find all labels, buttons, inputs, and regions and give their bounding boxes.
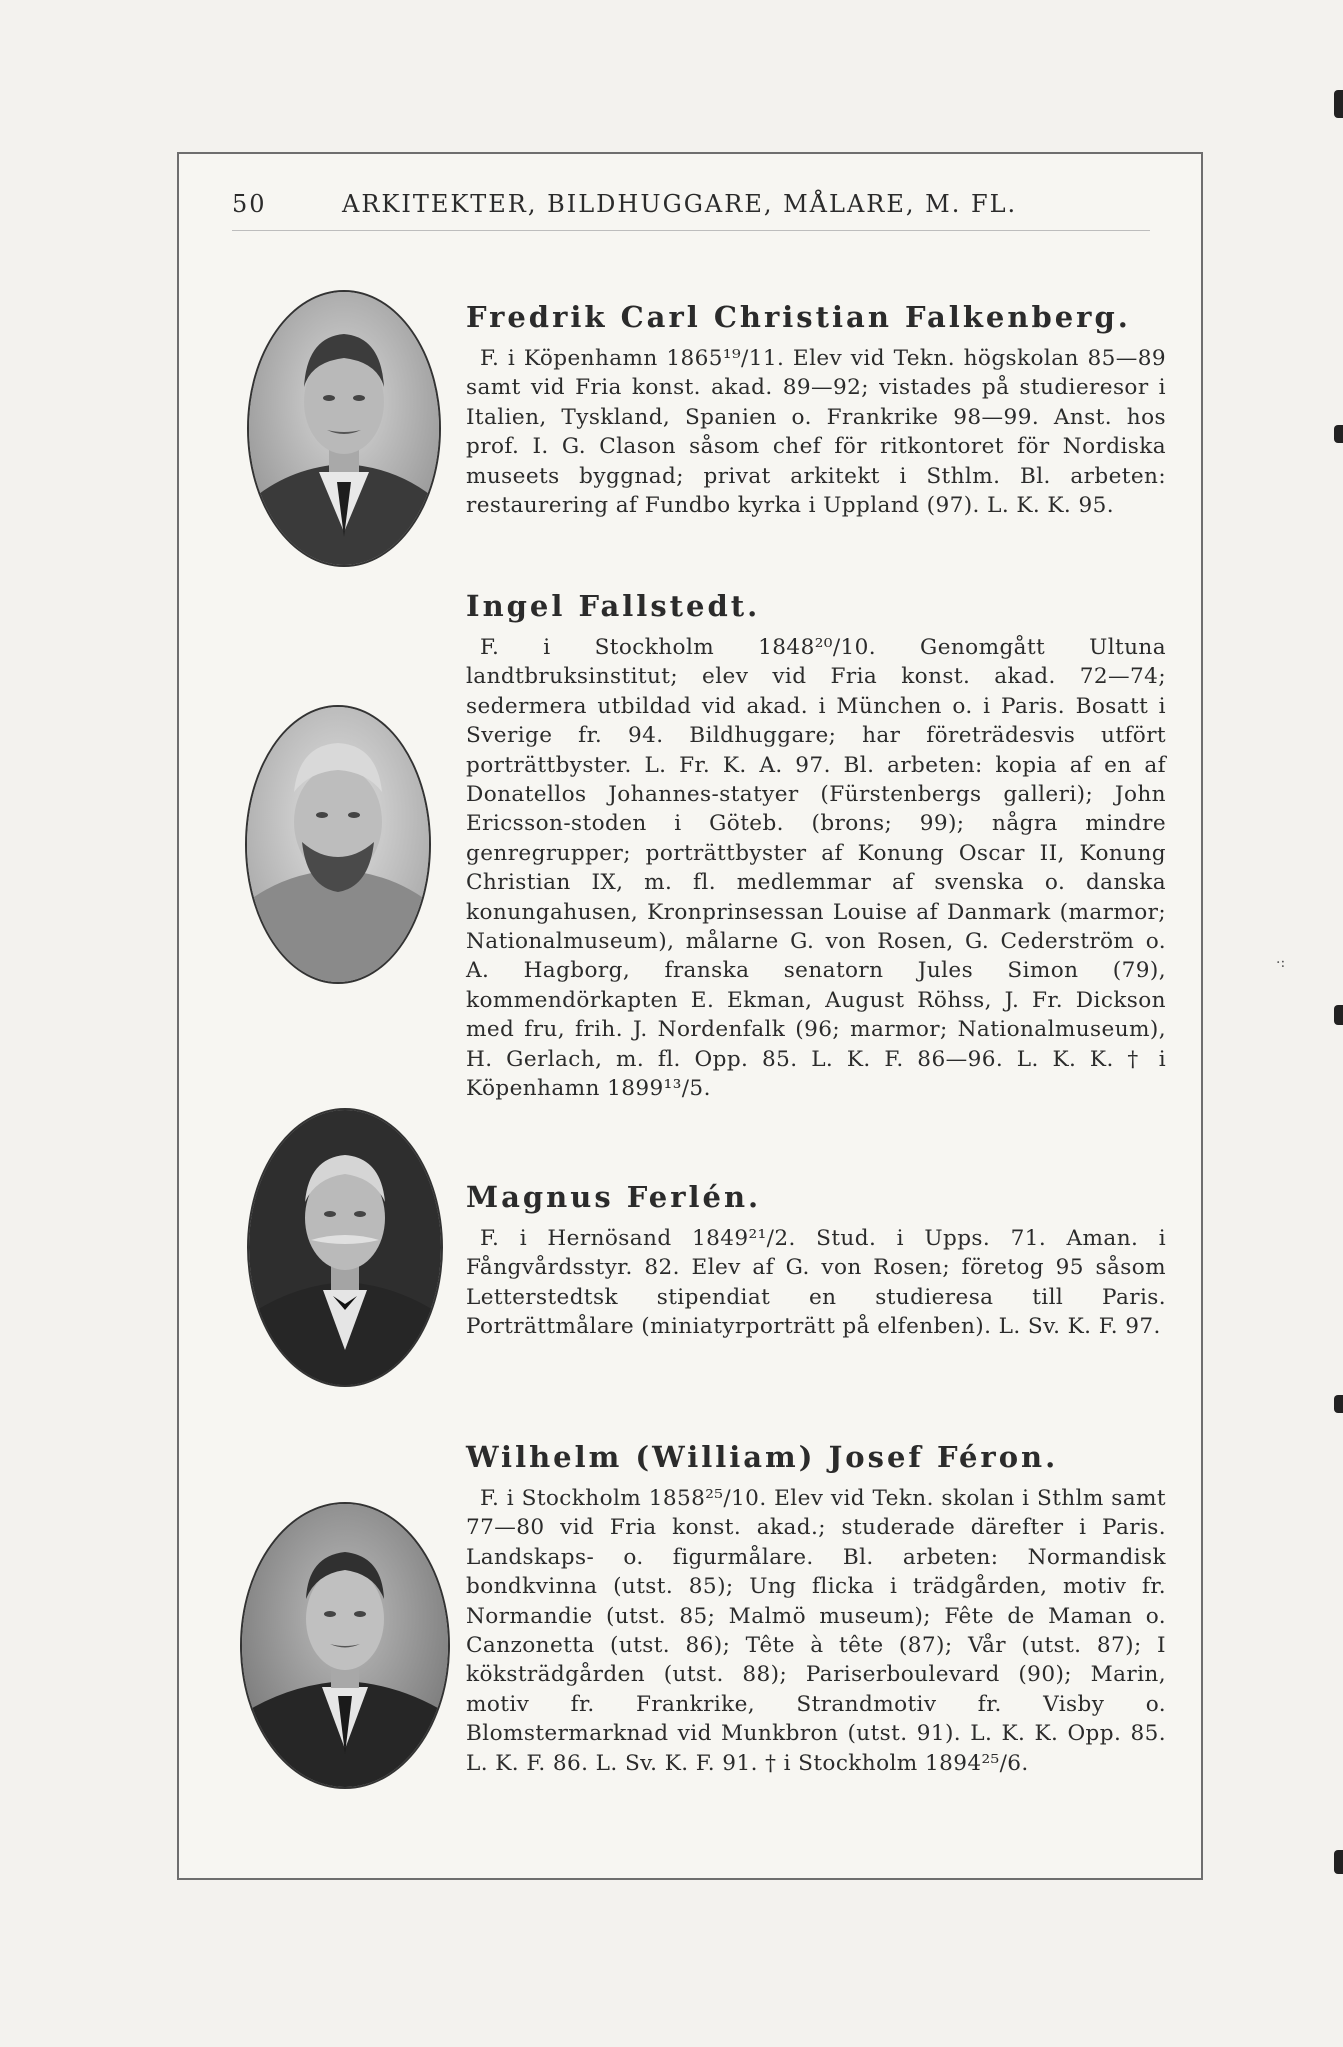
entry-name: Fredrik Carl Christian Falkenberg. <box>466 300 1131 334</box>
portrait-ferlen <box>247 1108 443 1387</box>
entry-falkenberg <box>466 298 1166 520</box>
entry-fallstedt <box>466 587 1166 1104</box>
edge-mark <box>1334 1005 1343 1025</box>
entry-text: F. i Köpenhamn 1865¹⁹/11. Elev vid Tekn. högskolan 85—89 samt vid Fria konst. akad. 89—92; vistades på studieresor i Italien, Tyskland, Spanien o. Frankrike 98—99. Anst. hos prof. I. G. Clason såsom chef för ritkontoret för Nordiska museets byggnad; privat arkitekt i Sthlm. Bl. arbeten: restaurering af Fundbo kyrka i Uppland (97). L. K. K. 95. <box>466 346 1166 519</box>
entry-name: Ingel Fallstedt. <box>466 589 761 623</box>
entry-text: F. i Stockholm 1848²⁰/10. Genomgått Ultuna landtbruksinstitut; elev vid Fria konst. akad. 72—74; sedermera utbildad vid akad. i München o. i Paris. Bosatt i Sverige fr. 94. Bildhuggare; har företrädesvis utfört porträttbyster. L. Fr. K. A. 97. Bl. arbeten: kopia af en af Donatellos Johannes-statyer (Fürstenbergs galleri); John Ericsson-stoden i Göteb. (brons; 99); några mindre genregrupper; porträttbyster af Konung Oscar II, Konung Christian IX, m. fl. medlemmar af svenska o. danska konungahusen, Kronprinsessan Louise af Danmark (marmor; Nationalmuseum), målarne G. von Rosen, G. Cederström o. A. Hagborg, franska senatorn Jules Simon (79), kommendörkapten E. Ekman, August Röhss, J. Fr. Dickson med fru, frih. J. Nordenfalk (96; marmor; Nationalmuseum), H. Gerlach, m. fl. Opp. 85. L. K. F. 86—96. L. K. K. † i Köpenhamn 1899¹³/5. <box>466 635 1166 1102</box>
speck-mark: ·: <box>1276 955 1286 971</box>
portrait-falkenberg <box>247 290 441 567</box>
portrait-fallstedt <box>245 705 431 984</box>
edge-mark <box>1334 1395 1343 1413</box>
entry-feron <box>466 1438 1166 1778</box>
entry-name: Magnus Ferlén. <box>466 1180 762 1214</box>
page-number: 50 <box>232 190 267 218</box>
entry-text: F. i Hernösand 1849²¹/2. Stud. i Upps. 71. Aman. i Fångvårdsstyr. 82. Elev af G. von Rosen; företog 95 såsom Letterstedtsk stipendiat en studieresa till Paris. Porträttmålare (miniatyrporträtt på elfenben). L. Sv. K. F. 97. <box>466 1226 1166 1340</box>
edge-mark <box>1334 90 1343 118</box>
edge-mark <box>1334 1850 1343 1874</box>
entry-name: Wilhelm (William) Josef Féron. <box>466 1440 1059 1474</box>
running-title: ARKITEKTER, BILDHUGGARE, MÅLARE, M. FL. <box>342 190 1018 218</box>
entry-text: F. i Stockholm 1858²⁵/10. Elev vid Tekn. skolan i Sthlm samt 77—80 vid Fria konst. akad.; studerade därefter i Paris. Landskaps- o. figurmålare. Bl. arbeten: Normandisk bondkvinna (utst. 85); Ung flicka i trädgården, motiv fr. Normandie (utst. 85; Malmö museum); Fête de Maman o. Canzonetta (utst. 86); Tête à tête (87); Vår (utst. 87); I köksträdgården (utst. 88); Pariserboulevard (90); Marin, motiv fr. Frankrike, Strandmotiv fr. Visby o. Blomstermarknad vid Munkbron (utst. 91). L. K. K. Opp. 85. L. K. F. 86. L. Sv. K. F. 91. † i Stockholm 1894²⁵/6. <box>466 1486 1166 1776</box>
page-header <box>232 190 1150 231</box>
portrait-feron <box>240 1502 450 1789</box>
entry-ferlen <box>466 1178 1166 1342</box>
edge-mark <box>1334 425 1343 443</box>
